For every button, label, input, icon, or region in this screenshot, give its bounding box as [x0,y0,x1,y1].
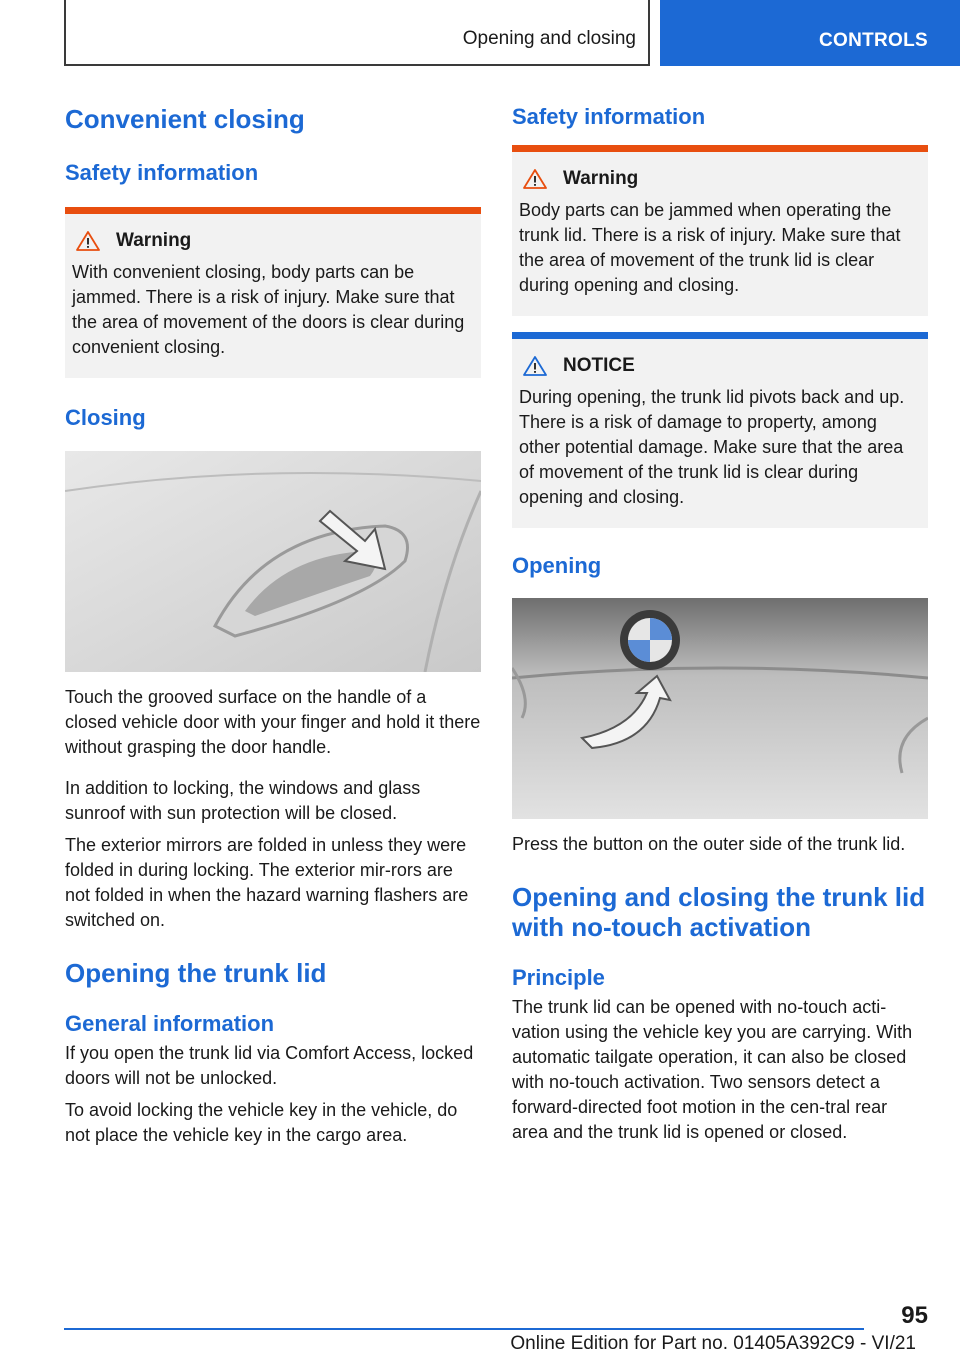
right-column [512,100,928,1145]
trunk-button-illustration [512,598,928,819]
principle-paragraph: The trunk lid can be opened with no‐touch acti‐vation using the vehicle key you are carrying. With automatic tailgate operation, it can also be closed with no‐touch activation. Two sensors detect a forward‐directed foot motion in the cen‐tral rear area and the trunk lid is opened or closed. [512,997,913,1142]
safety-information-heading-right: Safety information [512,104,706,129]
door-handle-illustration [65,451,481,672]
warning-triangle-icon [76,231,100,251]
notice-text: During opening, the trunk lid pivots back and up. There is a risk of damage to property, among other potential damage. Make sure that the area of movement of the trunk lid is clear during opening and closing. [519,387,905,507]
warning-title-right: Warning [563,168,639,189]
closing-paragraph-1: Touch the grooved surface on the handle of a closed vehicle door with your finger and hold it there without grasping the door handle. [65,687,481,757]
closing-paragraph-3: The exterior mirrors are folded in unless they were folded in during locking. The exterior mir‐rors are not folded in when the hazard warning flashers are switched on. [65,835,469,930]
warning-title: Warning [116,230,192,251]
opening-trunk-lid-heading: Opening the trunk lid [65,958,327,988]
warning-header-right [519,168,921,190]
opening-paragraph: Press the button on the outer side of the trunk lid. [512,834,906,854]
closing-paragraph-2: In addition to locking, the windows and glass sunroof with sun protection will be closed. [65,778,421,823]
opening-heading: Opening [512,553,602,578]
warning-box-right [512,145,928,316]
warning-triangle-icon [523,169,547,189]
footer-edition-text: Online Edition for Part no. 01405A392C9 - VI/21 [510,1333,916,1354]
notice-triangle-icon [523,356,547,376]
convenient-closing-heading: Convenient closing [65,104,305,134]
left-column [65,100,481,1148]
door-handle-image [65,451,481,672]
warning-box [65,207,481,378]
warning-text-right: Body parts can be jammed when operating the trunk lid. There is a risk of injury. Make sure that the area of movement of the trunk lid is clear during opening and closing. [519,200,901,295]
footer-rule [64,1328,864,1330]
trunk-button-image [512,598,928,819]
closing-heading: Closing [65,405,146,430]
warning-header [72,230,474,252]
principle-heading: Principle [512,965,605,990]
notice-box [512,332,928,528]
page-number: 95 [901,1302,928,1329]
general-paragraph-1: If you open the trunk lid via Comfort Access, locked doors will not be unlocked. [65,1043,474,1088]
notice-header [519,355,921,377]
chapter-tab-label: CONTROLS [818,30,928,51]
warning-text: With convenient closing, body parts can be jammed. There is a risk of injury. Make sure that the area of movement of the doors is clear during convenient closing. [72,262,465,357]
general-information-heading: General information [65,1011,275,1036]
safety-information-heading: Safety information [65,160,259,185]
header-chapter-tab [660,0,960,66]
header-section-title: Opening and closing [462,28,636,49]
general-paragraph-2: To avoid locking the vehicle key in the vehicle, do not place the vehicle key in the cargo area. [65,1100,458,1145]
no-touch-activation-heading: Opening and closing the trunk lid with no‐touch activation [512,882,926,942]
notice-title: NOTICE [563,355,635,376]
